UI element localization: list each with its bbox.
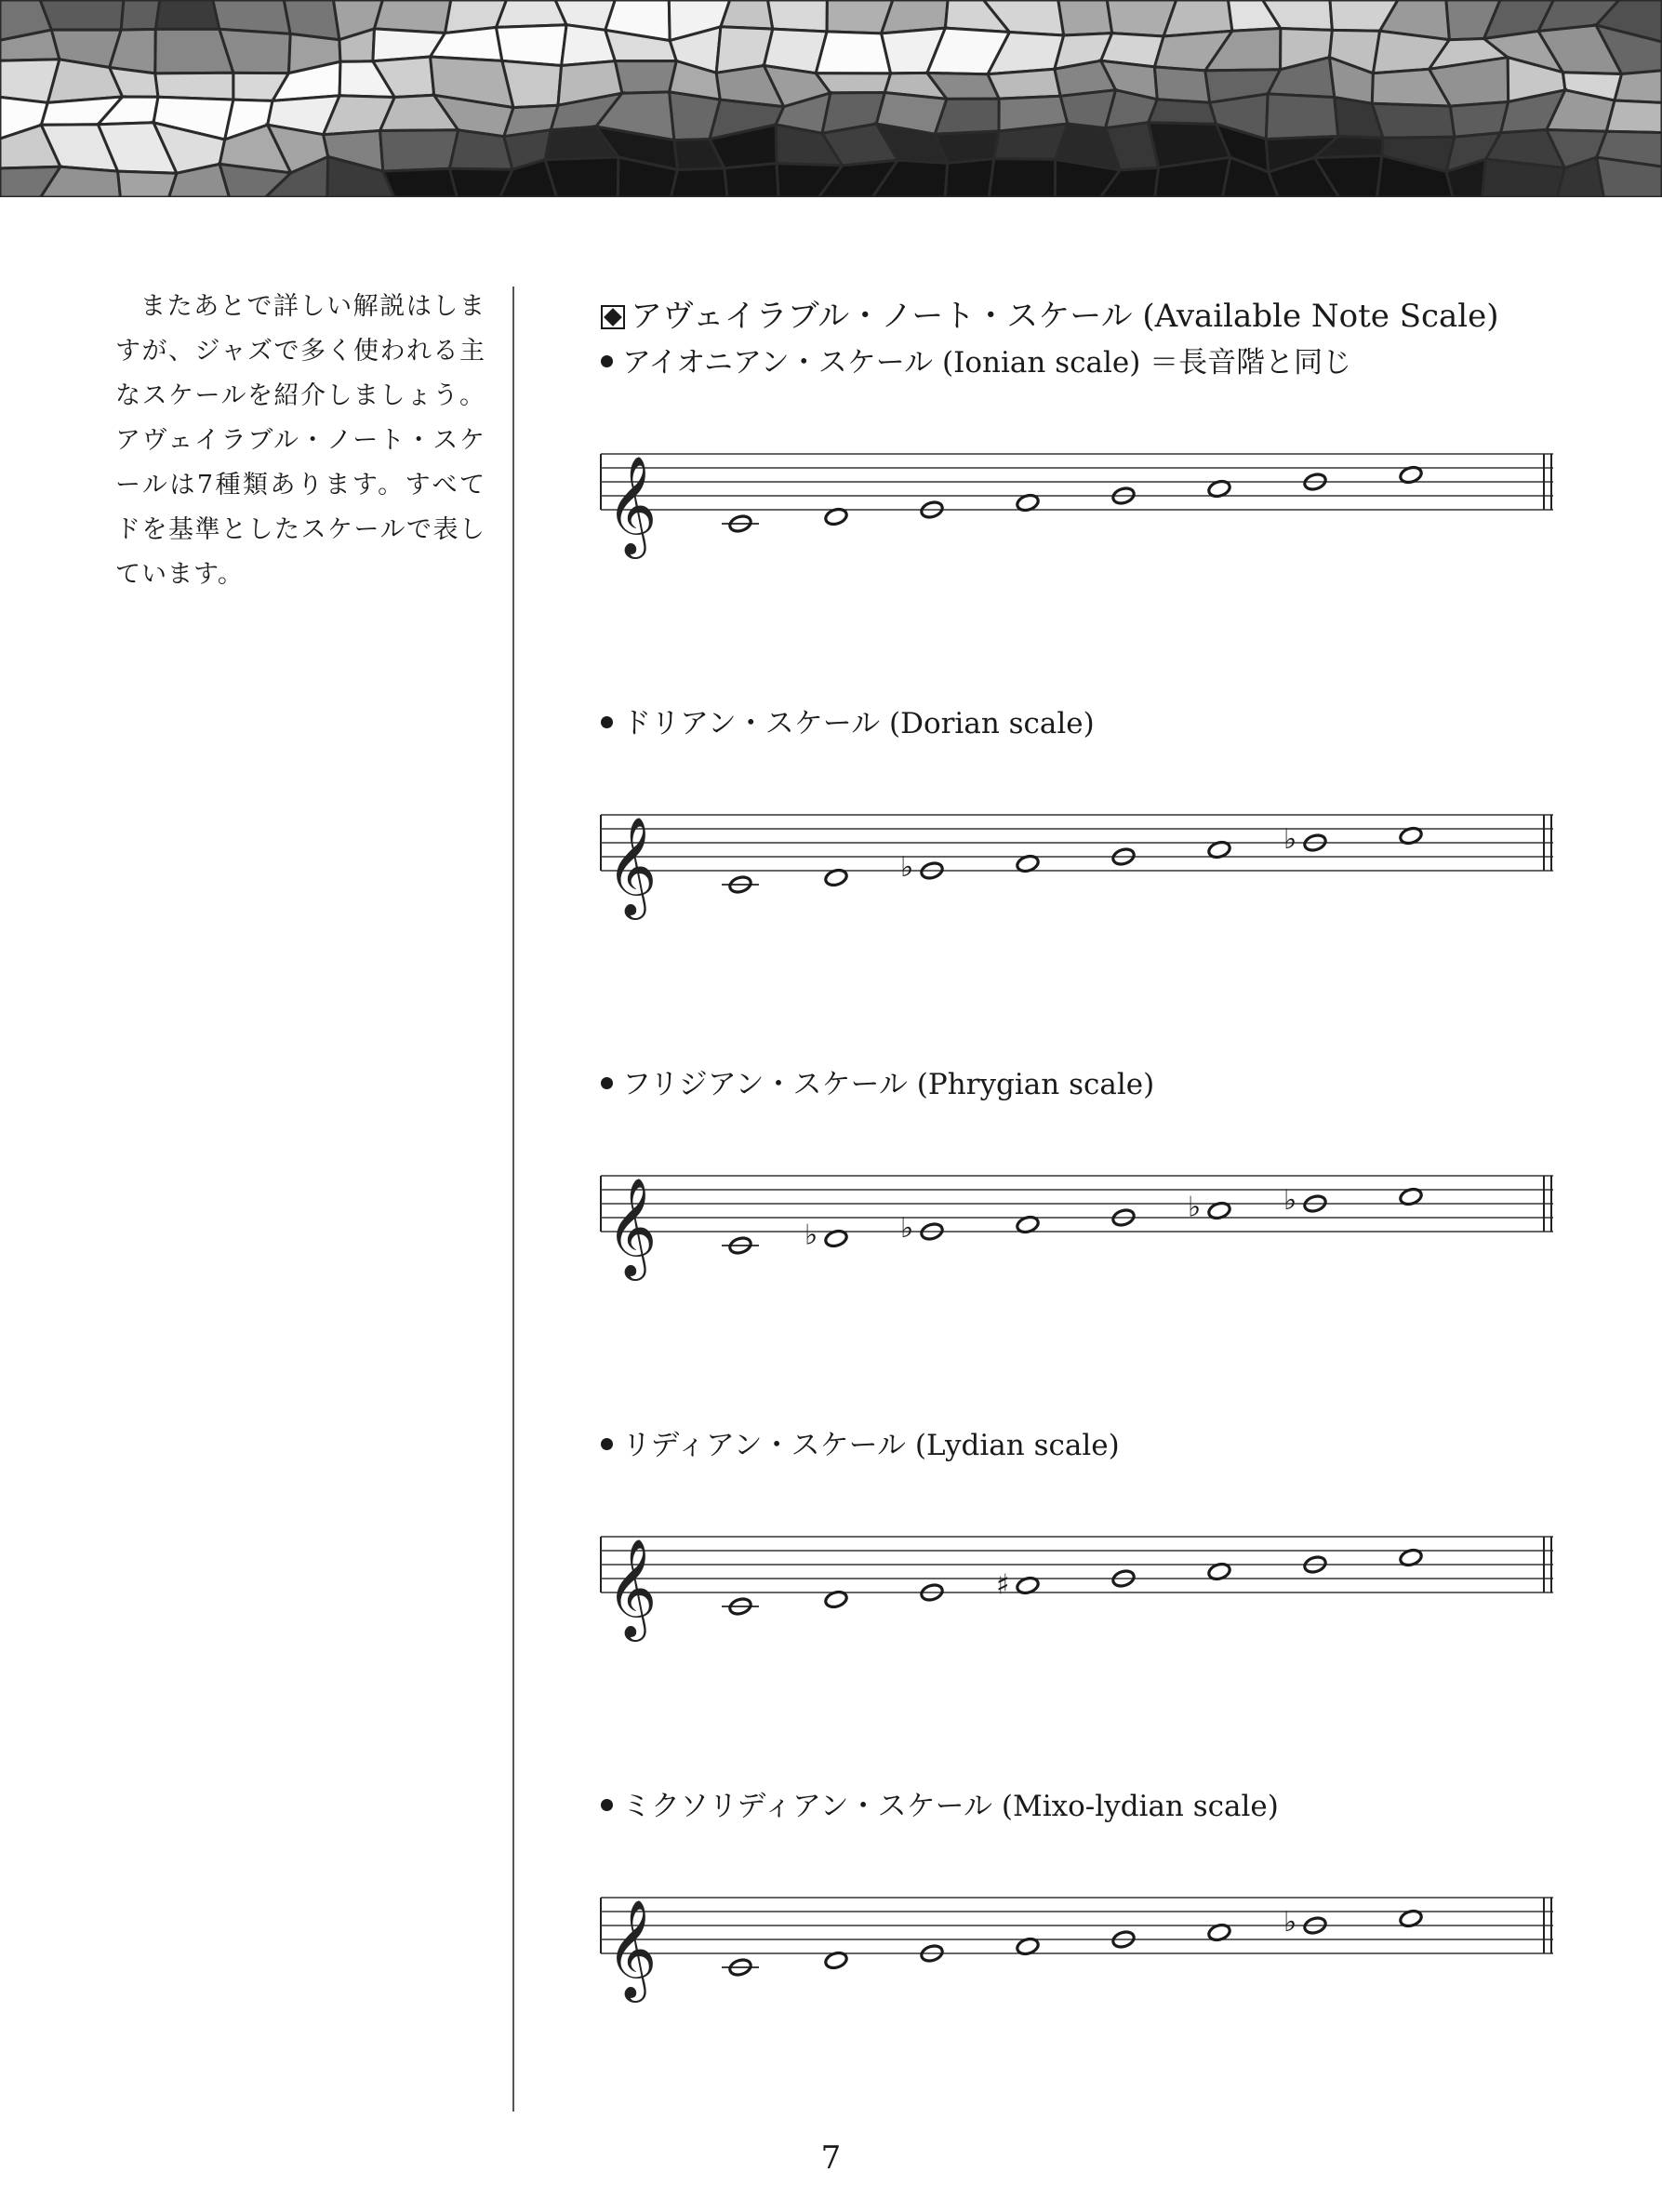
- scale-label: ドリアン・スケール (Dorian scale): [622, 707, 1095, 740]
- bullet-icon: [601, 1077, 613, 1089]
- scale-dorian: [601, 705, 1568, 915]
- flat-icon: ♭: [1283, 823, 1297, 856]
- scale-ionian: [601, 344, 1568, 554]
- scale-heading: [601, 1427, 1568, 1464]
- flat-icon: ♭: [1283, 1906, 1297, 1939]
- scale-heading: [601, 1788, 1568, 1825]
- scale-staff: [601, 1881, 1568, 2104]
- flat-icon: ♭: [804, 1219, 818, 1252]
- scale-phrygian: [601, 1066, 1568, 1276]
- bullet-icon: [601, 1799, 613, 1811]
- scale-staff: [601, 1520, 1568, 1743]
- flat-icon: ♭: [1188, 1191, 1202, 1224]
- scale-staff: [601, 798, 1568, 1021]
- sidebar-note-text: またあとで詳しい解説はしますが、ジャズで多く使われる主なスケールを紹介しましょう。アヴェイラブル・ノート・スケールは7種類あります。すべてドを基準としたスケールで表しています。: [115, 292, 485, 589]
- section-title-text: アヴェイラブル・ノート・スケール (Available Note Scale): [631, 298, 1499, 335]
- flat-icon: ♭: [1283, 1184, 1297, 1217]
- treble-clef-icon: 𝄞: [606, 1177, 658, 1276]
- scale-lydian: [601, 1427, 1568, 1637]
- scale-staff: [601, 1159, 1568, 1382]
- column-divider: [512, 286, 514, 2112]
- scale-label: アイオニアン・スケール (Ionian scale) ＝長音階と同じ: [622, 346, 1352, 380]
- bullet-icon: [601, 1438, 613, 1450]
- bullet-icon: [601, 355, 613, 367]
- treble-clef-icon: 𝄞: [606, 816, 658, 915]
- scale-label: ミクソリディアン・スケール (Mixo-lydian scale): [622, 1790, 1279, 1823]
- diamond-icon: [601, 305, 625, 329]
- bullet-icon: [601, 716, 613, 728]
- scale-label: リディアン・スケール (Lydian scale): [622, 1429, 1120, 1462]
- flat-icon: ♭: [900, 1212, 914, 1245]
- treble-clef-icon: 𝄞: [606, 1538, 658, 1637]
- scale-heading: [601, 705, 1568, 742]
- treble-clef-icon: 𝄞: [606, 455, 658, 554]
- scale-mixolydian: [601, 1788, 1568, 1998]
- sharp-icon: ♯: [996, 1568, 1010, 1602]
- treble-clef-icon: 𝄞: [606, 1899, 658, 1998]
- scale-staff: [601, 437, 1568, 660]
- sidebar-note: [115, 285, 485, 597]
- scale-label: フリジアン・スケール (Phrygian scale): [622, 1068, 1155, 1101]
- header-mosaic-image: [0, 0, 1662, 197]
- scale-heading: [601, 344, 1568, 381]
- scale-heading: [601, 1066, 1568, 1103]
- flat-icon: ♭: [900, 851, 914, 884]
- page-number: 7: [820, 2139, 842, 2177]
- section-title: [601, 296, 1499, 337]
